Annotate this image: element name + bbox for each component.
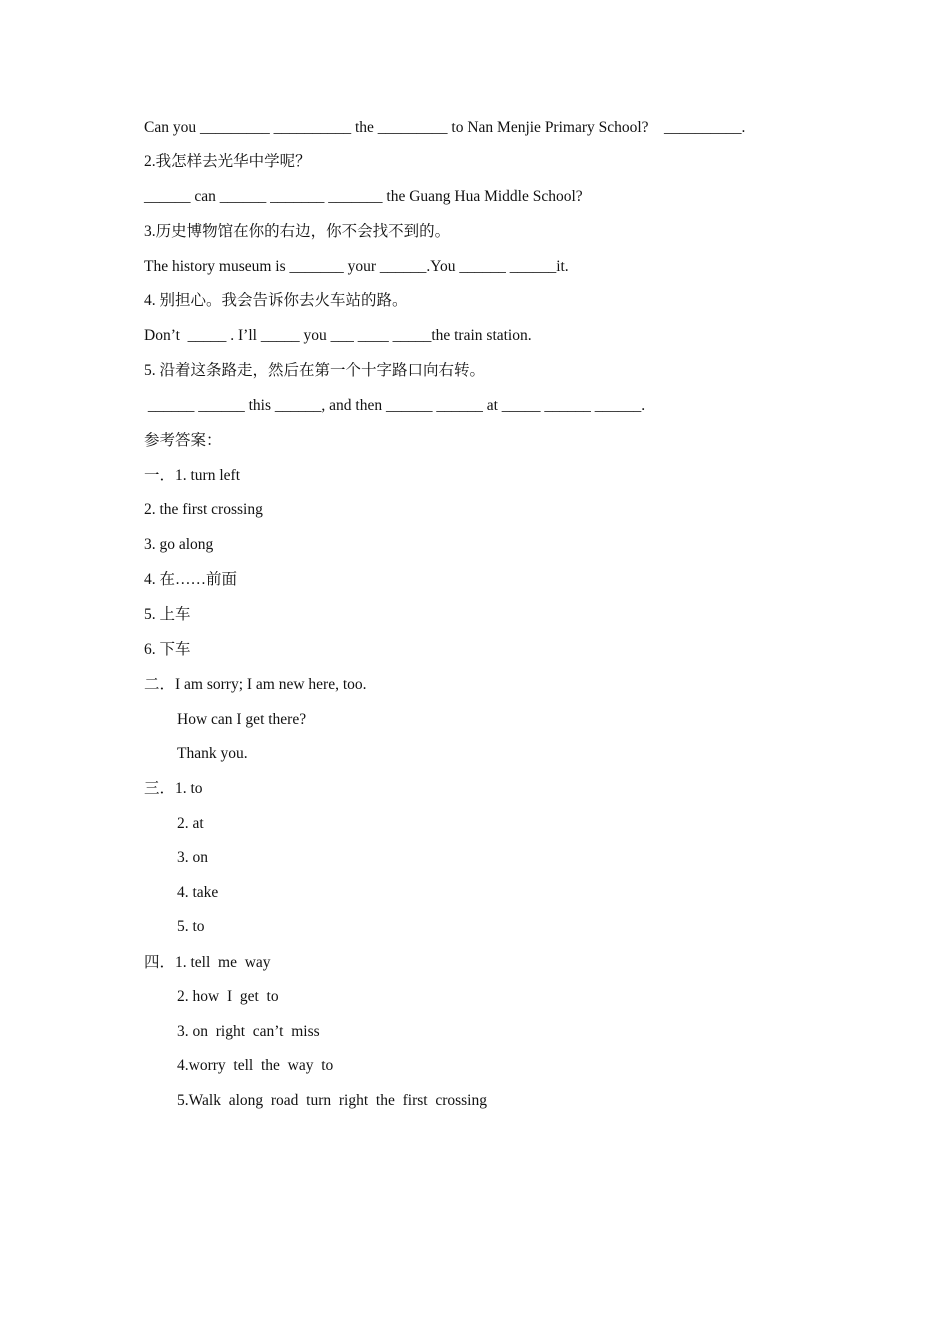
- answer-section-1-item: 一．1. turn left: [144, 467, 240, 484]
- question-2-line: ______ can ______ _______ _______ the Guang Hua Middle School?: [144, 188, 583, 205]
- question-5-prompt: 5. 沿着这条路走，然后在第一个十字路口向右转。: [144, 362, 486, 379]
- answer-section-4-item: 5.Walk along road turn right the first crossing: [177, 1092, 487, 1109]
- answers-heading: 参考答案：: [144, 432, 222, 449]
- question-4-line: Don’t _____ . I’ll _____ you ___ ____ _____the train station.: [144, 327, 532, 344]
- answer-section-2-item: How can I get there?: [177, 711, 307, 728]
- question-5-line: ______ ______ this ______, and then ______ ______ at _____ ______ ______.: [144, 397, 646, 414]
- answer-section-1-item: 5. 上车: [144, 606, 191, 623]
- answer-section-4-item: 四．1. tell me way: [144, 954, 271, 971]
- answer-section-1-item: 6. 下车: [144, 641, 191, 658]
- answer-section-3-item: 5. to: [177, 918, 205, 935]
- answer-section-1-item: 2. the first crossing: [144, 501, 263, 518]
- question-2-prompt: 2.我怎样去光华中学呢？: [144, 153, 311, 170]
- question-3-prompt: 3.历史博物馆在你的右边，你不会找不到的。: [144, 223, 451, 240]
- answer-section-3-item: 4. take: [177, 884, 219, 901]
- answer-section-4-item: 2. how I get to: [177, 988, 279, 1005]
- answer-section-3-item: 三．1. to: [144, 780, 203, 797]
- answer-section-2-item: Thank you.: [177, 745, 248, 762]
- answer-section-1-item: 4. 在……前面: [144, 571, 238, 588]
- answer-section-4-item: 3. on right can’t miss: [177, 1023, 320, 1040]
- question-3-line: The history museum is _______ your ______.You ______ ______it.: [144, 258, 569, 275]
- question-4-prompt: 4. 别担心。我会告诉你去火车站的路。: [144, 292, 408, 309]
- answer-section-3-item: 2. at: [177, 815, 204, 832]
- answer-section-2-item: 二．I am sorry; I am new here, too.: [144, 676, 367, 693]
- question-1-line: Can you _________ __________ the _________ to Nan Menjie Primary School? __________.: [144, 119, 746, 136]
- answer-section-3-item: 3. on: [177, 849, 208, 866]
- answer-section-1-item: 3. go along: [144, 536, 214, 553]
- answer-section-4-item: 4.worry tell the way to: [177, 1057, 334, 1074]
